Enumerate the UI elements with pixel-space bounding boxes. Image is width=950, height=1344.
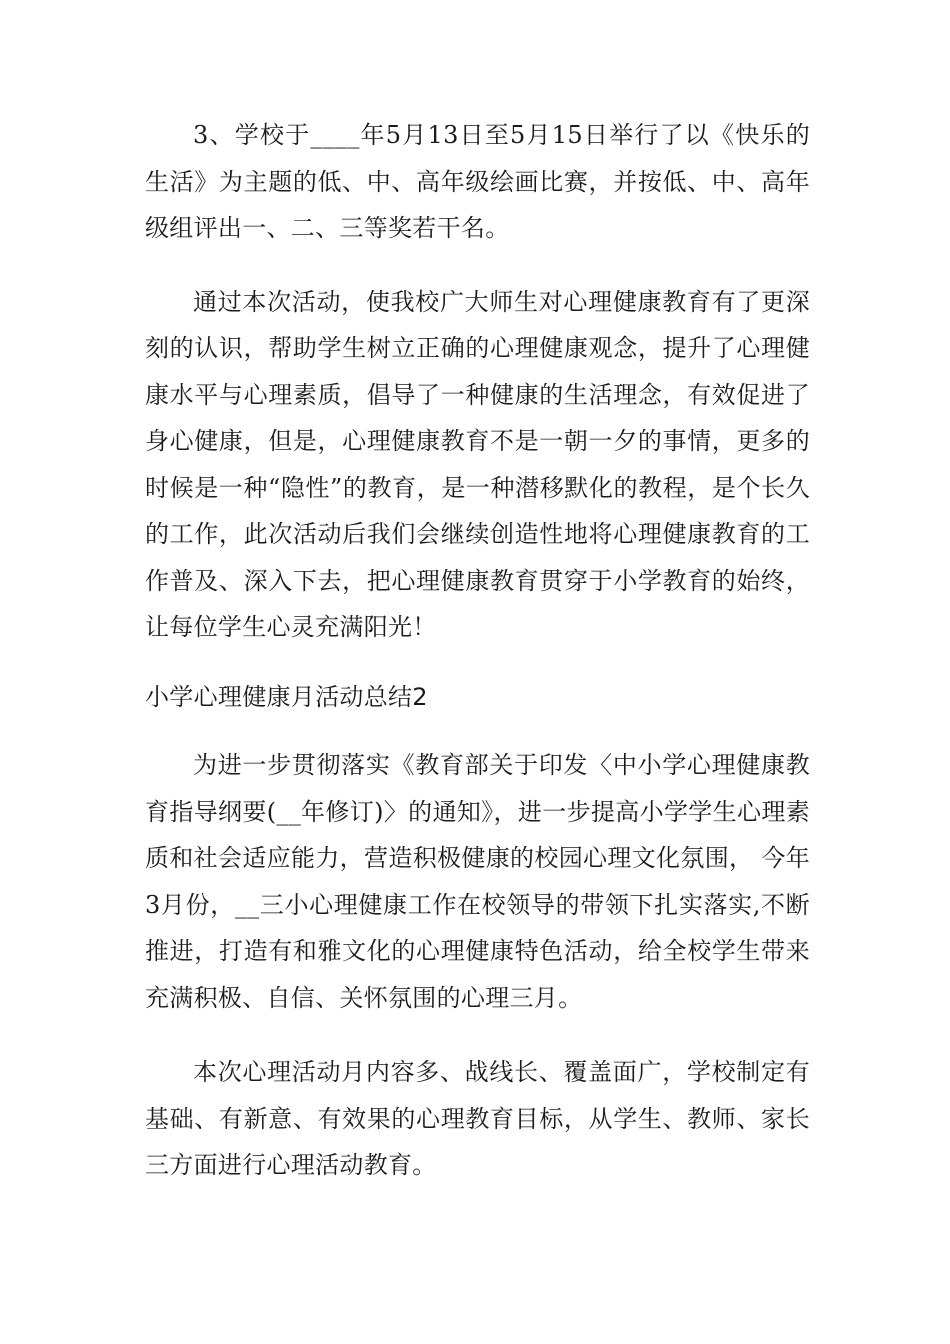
- paragraph-guideline-implementation: 为进一步贯彻落实《教育部关于印发〈中小学心理健康教育指导纲要(__年修订)〉的通知》，进一步提高小学学生心理素质和社会适应能力，营造积极健康的校园心理文化氛围， 今年3月份，__三小心理健康工作在校领导的带领下扎实落实,不断推进，打造有和雅文化的心理健康特色活动，给全校学生带来充满积极、自信、关怀氛围的心理三月。: [145, 751, 810, 1012]
- section-heading: 小学心理健康月活动总结2: [145, 682, 428, 711]
- paragraph-painting-contest: 3、学校于____年5月13日至5月15日举行了以《快乐的生活》为主题的低、中、高年级绘画比赛，并按低、中、高年级组评出一、二、三等奖若干名。: [145, 121, 810, 242]
- paragraph-activity-summary: 通过本次活动，使我校广大师生对心理健康教育有了更深刻的认识，帮助学生树立正确的心理健康观念，提升了心理健康水平与心理素质，倡导了一种健康的生活理念，有效促进了身心健康，但是，心理健康教育不是一朝一夕的事情，更多的时候是一种“隐性”的教育，是一种潜移默化的教程，是个长久的工作，此次活动后我们会继续创造性地将心理健康教育的工作普及、深入下去，把心理健康教育贯穿于小学教育的始终，让每位学生心灵充满阳光！: [145, 287, 810, 641]
- document-body: [145, 112, 810, 1213]
- paragraph-activity-month-goals: 本次心理活动月内容多、战线长、覆盖面广，学校制定有基础、有新意、有效果的心理教育目标，从学生、教师、家长三方面进行心理活动教育。: [145, 1058, 810, 1179]
